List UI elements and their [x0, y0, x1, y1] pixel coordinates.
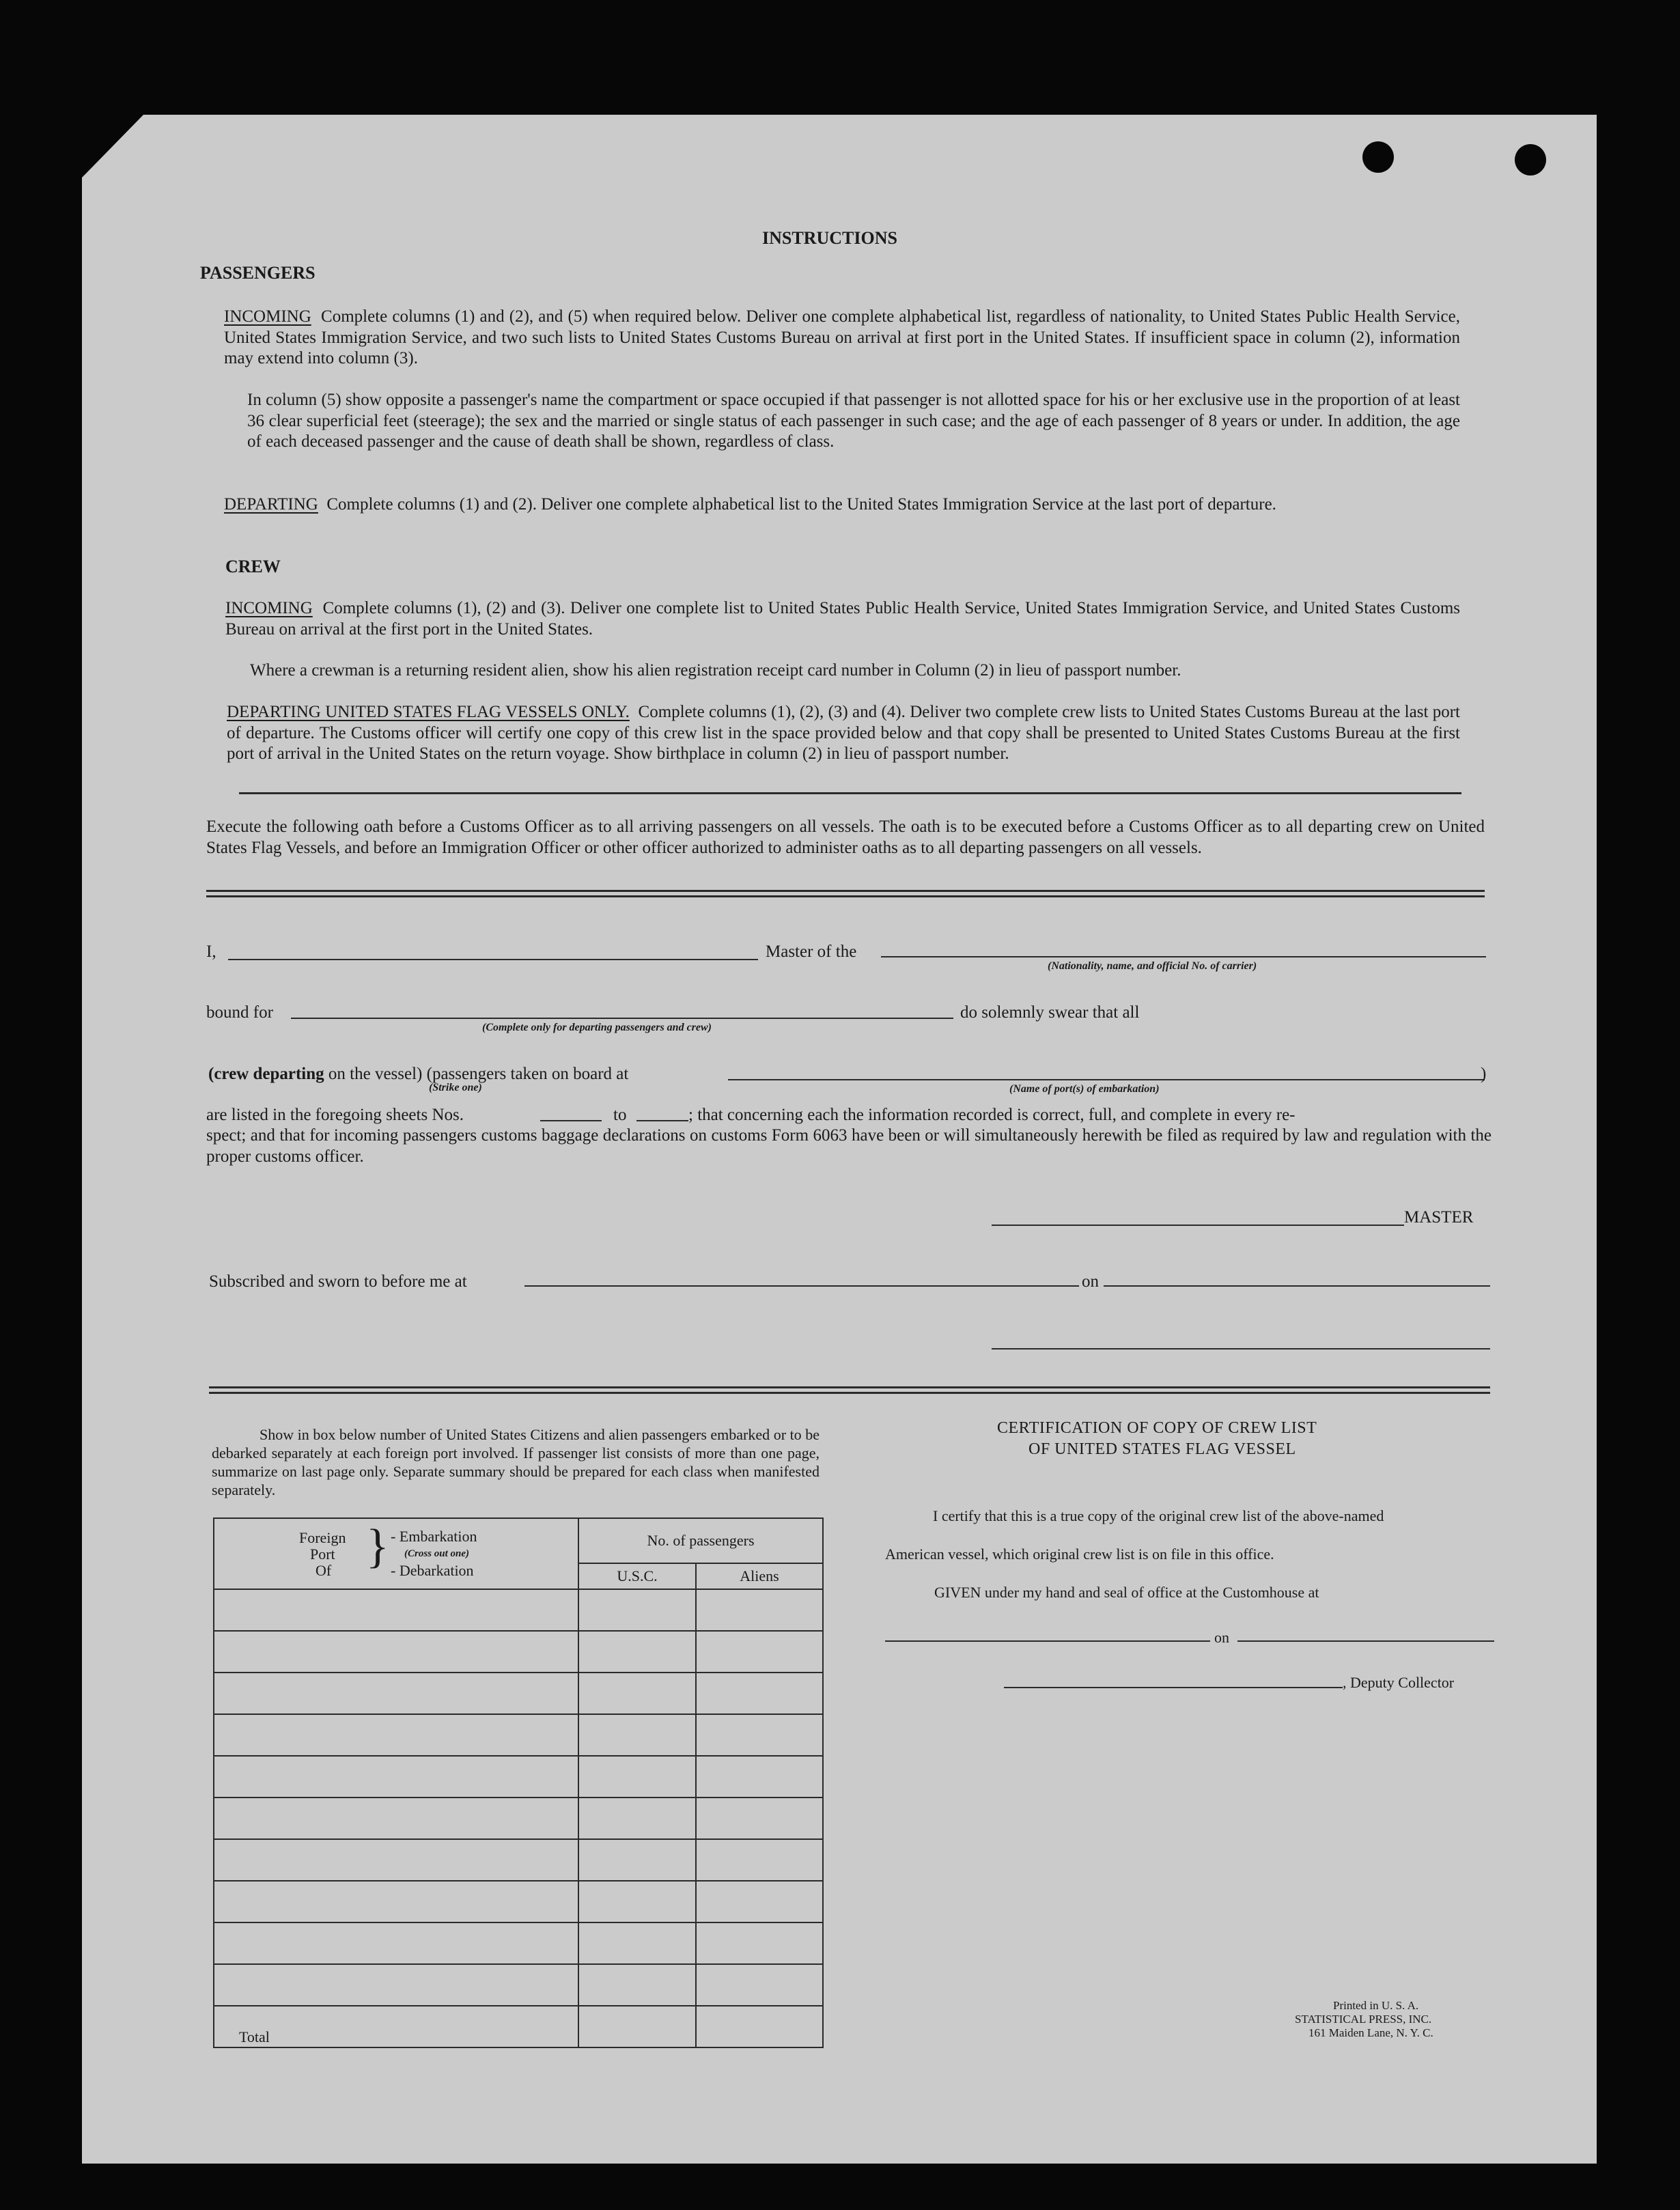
- usc-cell[interactable]: [578, 1756, 696, 1798]
- subscribed-date-field[interactable]: [1104, 1285, 1490, 1287]
- close-paren: ): [1481, 1065, 1487, 1083]
- total-row[interactable]: [214, 2006, 823, 2047]
- table-row[interactable]: [214, 1839, 823, 1881]
- sheet-to-field[interactable]: [636, 1120, 688, 1121]
- sheets-pre: are listed in the foregoing sheets Nos.: [206, 1106, 464, 1124]
- double-rule-mid-2: [209, 1392, 1490, 1394]
- port-cell[interactable]: [214, 1673, 578, 1714]
- deputy-signature-field[interactable]: [1004, 1687, 1343, 1688]
- aliens-cell[interactable]: [696, 1839, 823, 1881]
- double-rule-top-1: [206, 890, 1485, 892]
- aliens-total-cell[interactable]: [696, 2006, 823, 2047]
- usc-cell[interactable]: [578, 1589, 696, 1631]
- usc-cell[interactable]: [578, 1798, 696, 1839]
- of-label: Of: [316, 1562, 332, 1579]
- aliens-header: Aliens: [696, 1563, 823, 1589]
- usc-header: U.S.C.: [578, 1563, 696, 1589]
- oath-intro: Execute the following oath before a Customs Officer as to all arriving passengers on all vessels. The oath is to be executed before a Customs Officer as to all departing crew on United States Flag Vessels, and before an Immigration Officer or other officer authorized to administer oaths as to all departing passengers on all vessels.: [206, 817, 1485, 857]
- passengers-departing-text: Complete columns (1) and (2). Deliver one complete alphabetical list to the United States Immigration Service at the last port of departure.: [326, 495, 1276, 514]
- usc-total-cell[interactable]: [578, 2006, 696, 2047]
- table-row[interactable]: [214, 1756, 823, 1798]
- table-row[interactable]: [214, 1714, 823, 1756]
- certify-line-1: I certify that this is a true copy of the original crew list of the above-named: [933, 1507, 1384, 1524]
- table-row[interactable]: [214, 1922, 823, 1964]
- cert-on-label: on: [1214, 1629, 1229, 1646]
- subscribed-label: Subscribed and sworn to before me at: [209, 1272, 467, 1291]
- instructions-bottom-rule: [239, 792, 1461, 794]
- port-cell[interactable]: [214, 1922, 578, 1964]
- usc-cell[interactable]: [578, 1881, 696, 1922]
- aliens-cell[interactable]: [696, 1756, 823, 1798]
- port-cell[interactable]: [214, 1881, 578, 1922]
- port-cell[interactable]: [214, 1631, 578, 1673]
- passenger-summary-table: [213, 1517, 824, 2048]
- port-cell[interactable]: [214, 1714, 578, 1756]
- passengers-taken: (passengers taken on board at: [426, 1065, 629, 1083]
- passengers-departing: [224, 494, 1460, 516]
- bound-for-field[interactable]: [291, 1018, 953, 1019]
- master-name-field[interactable]: [228, 959, 758, 960]
- passengers-heading: PASSENGERS: [200, 263, 316, 283]
- customhouse-field[interactable]: [885, 1640, 1210, 1642]
- port-cell[interactable]: [214, 1798, 578, 1839]
- usc-cell[interactable]: [578, 1631, 696, 1673]
- debarkation-option[interactable]: - Debarkation: [391, 1562, 474, 1579]
- usc-cell[interactable]: [578, 1839, 696, 1881]
- aliens-cell[interactable]: [696, 1589, 823, 1631]
- port-header-cell: [214, 1518, 578, 1589]
- aliens-cell[interactable]: [696, 1964, 823, 2006]
- oath-i-label: I,: [206, 942, 216, 961]
- aliens-cell[interactable]: [696, 1798, 823, 1839]
- port-label: Port: [310, 1545, 335, 1563]
- brace-glyph: }: [366, 1520, 389, 1573]
- subscribed-on-label: on: [1082, 1272, 1099, 1291]
- deputy-collector-label: , Deputy Collector: [1343, 1674, 1455, 1691]
- double-rule-top-2: [206, 895, 1485, 897]
- aliens-cell[interactable]: [696, 1673, 823, 1714]
- crew-departing-text: Complete columns (1), (2), (3) and (4). Deliver two complete crew lists to United States Customs Bureau at the last port of departure. The Customs officer will certify one copy of this crew list in the space provided below and that copy shall be presented to United States Customs Bureau at the first port of arrival in the United States on the return voyage. Show birthplace in column (2) in lieu of passport number.: [227, 703, 1461, 763]
- crew-incoming: [225, 598, 1460, 640]
- table-row[interactable]: [214, 1964, 823, 2006]
- foreign-label: Foreign: [299, 1529, 346, 1546]
- bound-for-label: bound for: [206, 1003, 273, 1022]
- subscribed-place-field[interactable]: [524, 1285, 1079, 1287]
- passengers-incoming-text: Complete columns (1) and (2), and (5) when required below. Deliver one complete alphabetical list, regardless of nationality, to United States Public Health Service, United States Immigration Service, and two such lists to United States Customs Bureau on arrival at first port in the United States. If insufficient space in column (2), information may extend into column (3).: [224, 307, 1461, 367]
- officer-signature-field[interactable]: [992, 1348, 1490, 1349]
- passengers-departing-label: DEPARTING: [224, 495, 318, 514]
- table-row[interactable]: [214, 1589, 823, 1631]
- cert-date-field[interactable]: [1237, 1640, 1494, 1642]
- port-cell[interactable]: [214, 1589, 578, 1631]
- crew-departing-bold: (crew departing: [208, 1065, 324, 1083]
- carrier-caption: (Nationality, name, and official No. of carrier): [1048, 960, 1257, 972]
- usc-cell[interactable]: [578, 1964, 696, 2006]
- crew-departing: [227, 702, 1460, 765]
- usc-cell[interactable]: [578, 1714, 696, 1756]
- aliens-cell[interactable]: [696, 1922, 823, 1964]
- table-row[interactable]: [214, 1673, 823, 1714]
- summary-note: Show in box below number of United States Citizens and alien passengers embarked or to be debarked separately at each foreign port involved. If passenger list consists of more than one page, summarize on last page only. Separate summary should be prepared for each class when manifested separately.: [212, 1426, 820, 1498]
- sheets-post: ; that concerning each the information recorded is correct, full, and complete in every re-: [688, 1106, 1296, 1124]
- swear-label: do solemnly swear that all: [960, 1003, 1140, 1022]
- embarkation-option[interactable]: - Embarkation: [391, 1528, 477, 1545]
- port-cell[interactable]: [214, 1839, 578, 1881]
- aliens-cell[interactable]: [696, 1881, 823, 1922]
- bound-for-caption: (Complete only for departing passengers and crew): [482, 1022, 712, 1033]
- printer-line-1: Printed in U. S. A.: [1333, 1999, 1419, 2012]
- sheets-rest: spect; and that for incoming passengers customs baggage declarations on customs Form 6063 have been or will simultaneously herewith be filed as required by law and regulation with the proper customs officer.: [206, 1126, 1492, 1166]
- master-of-label: Master of the: [766, 942, 857, 961]
- punch-hole-right: [1515, 144, 1546, 176]
- strike-one-caption: (Strike one): [429, 1082, 482, 1093]
- crew-departing-label: DEPARTING UNITED STATES FLAG VESSELS ONLY.: [227, 703, 630, 721]
- certification-title-2: OF UNITED STATES FLAG VESSEL: [1028, 1440, 1296, 1458]
- table-row[interactable]: [214, 1881, 823, 1922]
- printer-line-2: STATISTICAL PRESS, INC.: [1295, 2013, 1432, 2026]
- passengers-incoming: [224, 307, 1460, 369]
- usc-cell[interactable]: [578, 1922, 696, 1964]
- crew-incoming-label: INCOMING: [225, 599, 313, 617]
- punch-hole-left: [1362, 141, 1394, 173]
- certification-title-1: CERTIFICATION OF COPY OF CREW LIST: [997, 1419, 1317, 1437]
- table-row[interactable]: [214, 1631, 823, 1673]
- crew-heading: CREW: [225, 557, 281, 576]
- port-cell[interactable]: [214, 1756, 578, 1798]
- crew-incoming-text: Complete columns (1), (2) and (3). Deliver one complete list to United States Public Health Service, United States Immigration Service, and United States Customs Bureau on arrival at the first port in the United States.: [225, 599, 1460, 639]
- sheet-from-field[interactable]: [540, 1120, 602, 1121]
- given-line: GIVEN under my hand and seal of office at the Customhouse at: [934, 1584, 1319, 1601]
- certify-line-2: American vessel, which original crew list is on file in this office.: [885, 1545, 1274, 1563]
- cross-out-caption: (Cross out one): [404, 1548, 470, 1559]
- page-title: INSTRUCTIONS: [762, 228, 897, 248]
- aliens-cell[interactable]: [696, 1714, 823, 1756]
- table-row[interactable]: [214, 1798, 823, 1839]
- crew-departing-choice: [208, 1064, 628, 1085]
- master-label: MASTER: [1404, 1208, 1474, 1227]
- usc-cell[interactable]: [578, 1673, 696, 1714]
- embarkation-port-field[interactable]: [728, 1079, 1485, 1080]
- double-rule-mid-1: [209, 1386, 1490, 1388]
- passengers-column5: In column (5) show opposite a passenger's name the compartment or space occupied if that passenger is not allotted space for his or her exclusive use in the proportion of at least 36 clear superficial feet (steerage); the sex and the married or single status of each passenger in such case; and the age of each passenger of 8 years or under. In addition, the age of each deceased passenger and the cause of death shall be shown, regardless of class.: [247, 391, 1460, 451]
- port-cell[interactable]: [214, 1964, 578, 2006]
- passengers-incoming-label: INCOMING: [224, 307, 311, 326]
- total-label: Total: [214, 2006, 578, 2047]
- on-the-vessel: on the vessel): [328, 1065, 423, 1083]
- no-passengers-header: No. of passengers: [578, 1518, 823, 1563]
- master-signature-field[interactable]: [992, 1225, 1404, 1226]
- carrier-field[interactable]: [881, 956, 1486, 957]
- aliens-cell[interactable]: [696, 1631, 823, 1673]
- printer-line-3: 161 Maiden Lane, N. Y. C.: [1308, 2026, 1433, 2039]
- port-caption: (Name of port(s) of embarkation): [1009, 1083, 1160, 1095]
- sheets-to: to: [613, 1106, 627, 1124]
- crew-alien-note: Where a crewman is a returning resident alien, show his alien registration receipt card number in Column (2) in lieu of passport number.: [250, 661, 1181, 680]
